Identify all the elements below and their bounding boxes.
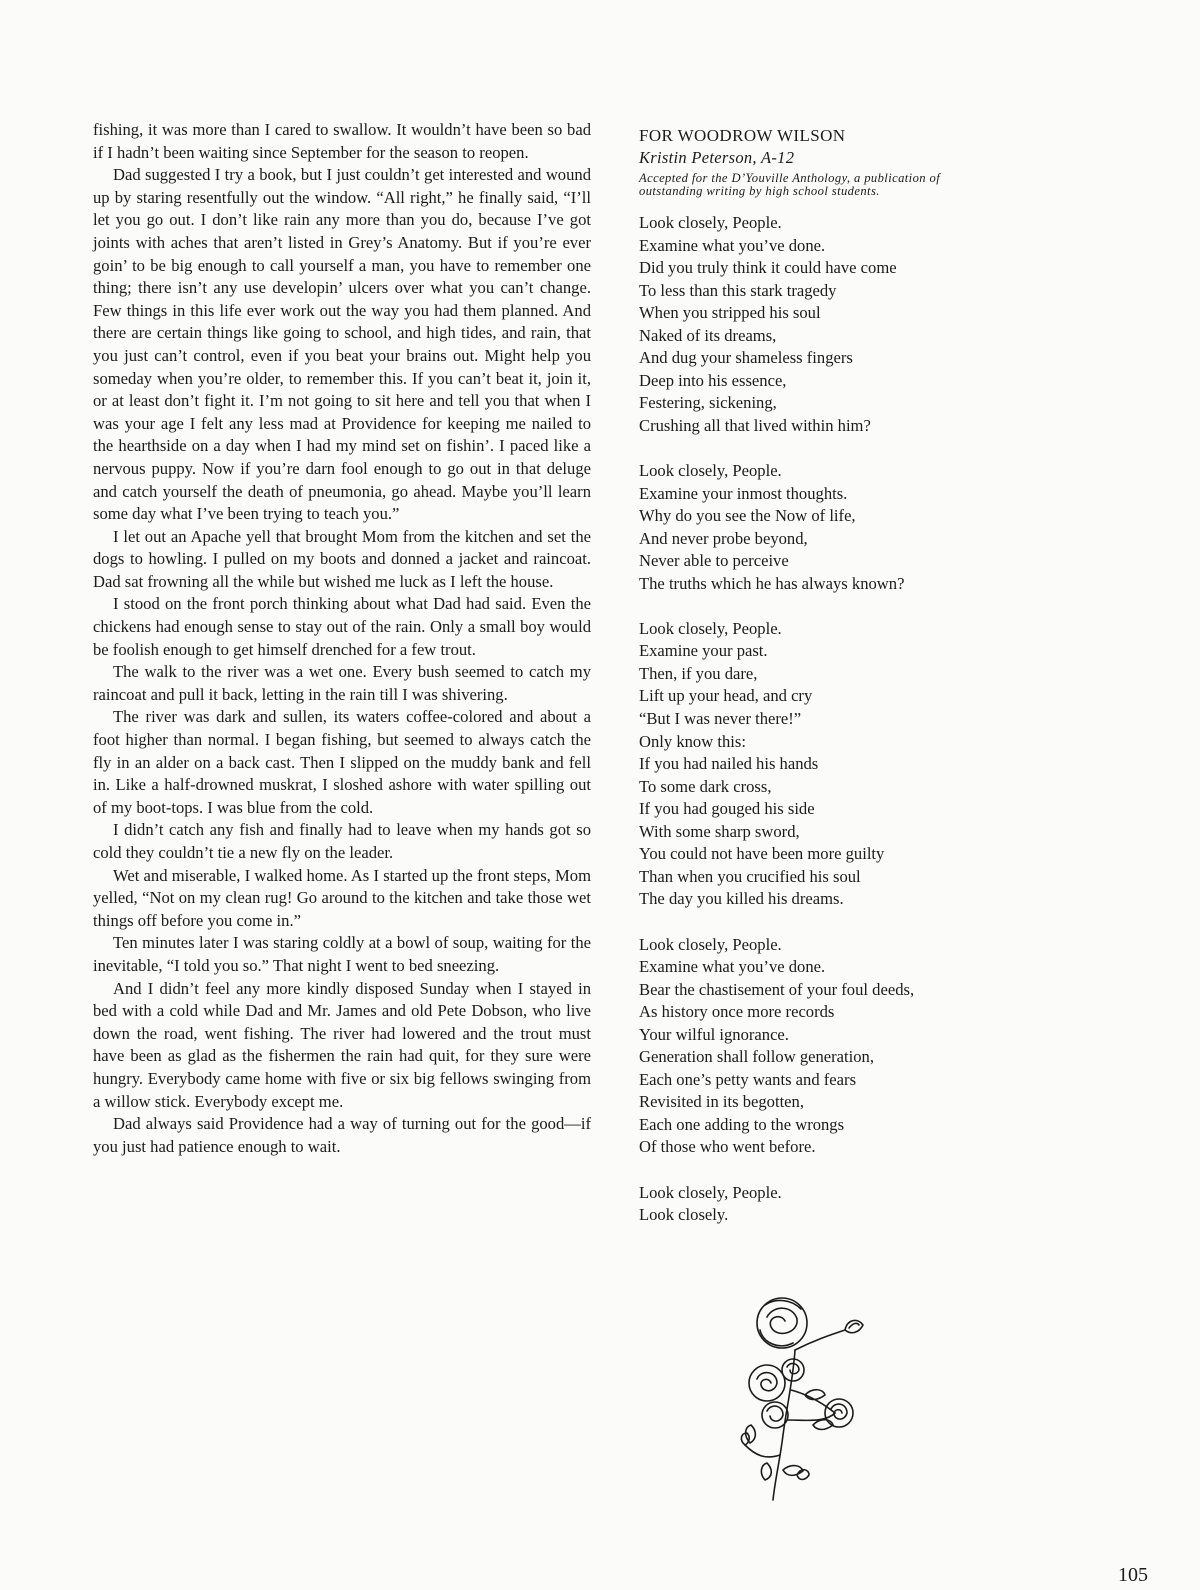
story-column [93,119,591,1158]
poem-line: Examine what you’ve done. [639,957,826,977]
poem-line: Revisited in its begotten, [639,1092,804,1112]
poem-stanza [639,212,1009,437]
poem-line: And dug your shameless fingers [639,348,853,368]
poem-line: Each one adding to the wrongs [639,1114,845,1134]
poem-line: Than when you crucified his soul [639,866,861,886]
poem-line: Look closely, People. [639,1182,782,1202]
poem-column [639,125,1009,1249]
poem-line: You could not have been more guilty [639,844,885,864]
story-paragraph: I let out an Apache yell that brought Mom from the kitchen and set the dogs to howling. I pulled on my boots and donned a jacket and raincoat. Dad sat frowning all the while but wished me luck as I left the house. [93,526,591,591]
poem-line: When you stripped his soul [639,303,821,323]
story-paragraph: Dad suggested I try a book, but I just couldn’t get interested and wound up by staring resentfully out the window. “All right,” he finally said, “I’ll let you go out. I don’t like rain any more than you do, because I’ve got joints with aches that aren’t listed in Grey’s Anatomy. But if you’re ever goin’ to be big enough to call yourself a man, you have to remember one thing; there isn’t any use developin’ ulcers over what you can’t change. Few things in this life ever work out the way you had them planned. And there are certain things like going to school, and high tides, and rain, that you just can’t control, even if you beat your brains out. Might help you someday when you’re older, to remember this. If you can’t beat it, join it, or at least don’t fight it. I’m not going to sit here and tell you that when I was your age I felt any less mad at Providence for keeping me nailed to the hearthside on a day when I had my mind set on fishin’. I paced like a nervous puppy. Now if you’re darn fool enough to go out in that deluge and catch yourself the death of pneumonia, go ahead. Maybe you’ll learn some day what I’ve been trying to teach you.” [93,165,591,524]
poem-line: Did you truly think it could have come [639,258,897,278]
story-paragraph: The river was dark and sullen, its waters coffee-colored and about a foot higher than normal. I began fishing, but seemed to always catch the fly in an alder on a back cast. Then I slipped on the muddy bank and fell in. Like a half-drowned muskrat, I sloshed ashore with water spilling out of my boot-tops. I was blue from the cold. [93,707,591,817]
poem-line: Your wilful ignorance. [639,1024,789,1044]
poem-title: FOR WOODROW WILSON [639,126,846,145]
poem-line: Look closely, People. [639,934,782,954]
poem-line: Why do you see the Now of life, [639,506,856,526]
poem-note: Accepted for the D’Youville Anthology, a publication of outstanding writing by high school students. [639,171,941,198]
poem-line: Festering, sickening, [639,393,777,413]
poem-line: As history once more records [639,1002,835,1022]
poem-line: To less than this stark tragedy [639,280,837,300]
poem-line: To some dark cross, [639,776,772,796]
poem-line: Examine what you’ve done. [639,235,826,255]
story-paragraph: I stood on the front porch thinking about what Dad had said. Even the chickens had enough sense to stay out of the rain. Only a small boy would be foolish enough to get himself drenched for a few trout. [93,594,591,659]
poem-stanza [639,618,1009,911]
poem-line: If you had nailed his hands [639,754,819,774]
poem-line: Lift up your head, and cry [639,686,813,706]
story-paragraph: I didn’t catch any fish and finally had to leave when my hands got so cold they couldn’t tie a new fly on the leader. [93,820,591,862]
poem-line: Naked of its dreams, [639,325,777,345]
poem-line: Of those who went before. [639,1137,816,1157]
poem-line: Deep into his essence, [639,370,787,390]
poem-line: The day you killed his dreams. [639,889,844,909]
poem-line: Each one’s petty wants and fears [639,1069,857,1089]
story-paragraph: Ten minutes later I was staring coldly at a bowl of soup, waiting for the inevitable, “I told you so.” That night I went to bed sneezing. [93,933,591,975]
story-paragraph: Dad always said Providence had a way of turning out for the good—if you just had patience enough to wait. [93,1114,591,1156]
page-number: 105 [1118,1564,1148,1586]
poem-line: Generation shall follow generation, [639,1047,875,1067]
poem-line: Bear the chastisement of your foul deeds, [639,979,915,999]
poem-line: Look closely, People. [639,461,782,481]
poem-line: Only know this: [639,731,746,751]
poem-line: Never able to perceive [639,551,789,571]
story-paragraph: fishing, it was more than I cared to swallow. It wouldn’t have been so bad if I hadn’t been waiting since September for the season to reopen. [93,120,591,162]
poem-line: If you had gouged his side [639,799,815,819]
poem-line: Look closely, People. [639,618,782,638]
poem-line: Look closely, People. [639,213,782,232]
poem-line: And never probe beyond, [639,528,808,548]
poem-line: The truths which he has always known? [639,573,905,593]
poem-stanza [639,934,1009,1159]
poem-line: “But I was never there!” [639,709,802,729]
poem-line: Then, if you dare, [639,663,758,683]
poem-line: Examine your past. [639,641,768,661]
poem-stanza [639,460,1009,595]
story-paragraph: And I didn’t feel any more kindly disposed Sunday when I stayed in bed with a cold while Dad and Mr. James and old Pete Dobson, who live down the road, went fishing. The river had lowered and the trout must have been as glad as the fishermen the rain had quit, for they sure were hungry. Everybody came home with five or six big fellows swinging from a willow stick. Everybody except me. [93,978,591,1111]
poem-stanza [639,1182,1009,1227]
poem-body [639,212,1009,1227]
rose-illustration-icon [735,1295,885,1505]
poem-line: Examine your inmost thoughts. [639,483,848,503]
poem-line: Crushing all that lived within him? [639,415,871,435]
story-paragraph: Wet and miserable, I walked home. As I started up the front steps, Mom yelled, “Not on my clean rug! Go around to the kitchen and take those wet things off before you come in.” [93,865,591,930]
poem-line: Look closely. [639,1205,729,1225]
poem-line: With some sharp sword, [639,821,800,841]
poem-author: Kristin Peterson, A-12 [639,148,795,167]
story-paragraph: The walk to the river was a wet one. Every bush seemed to catch my raincoat and pull it back, letting in the rain till I was shivering. [93,662,591,704]
